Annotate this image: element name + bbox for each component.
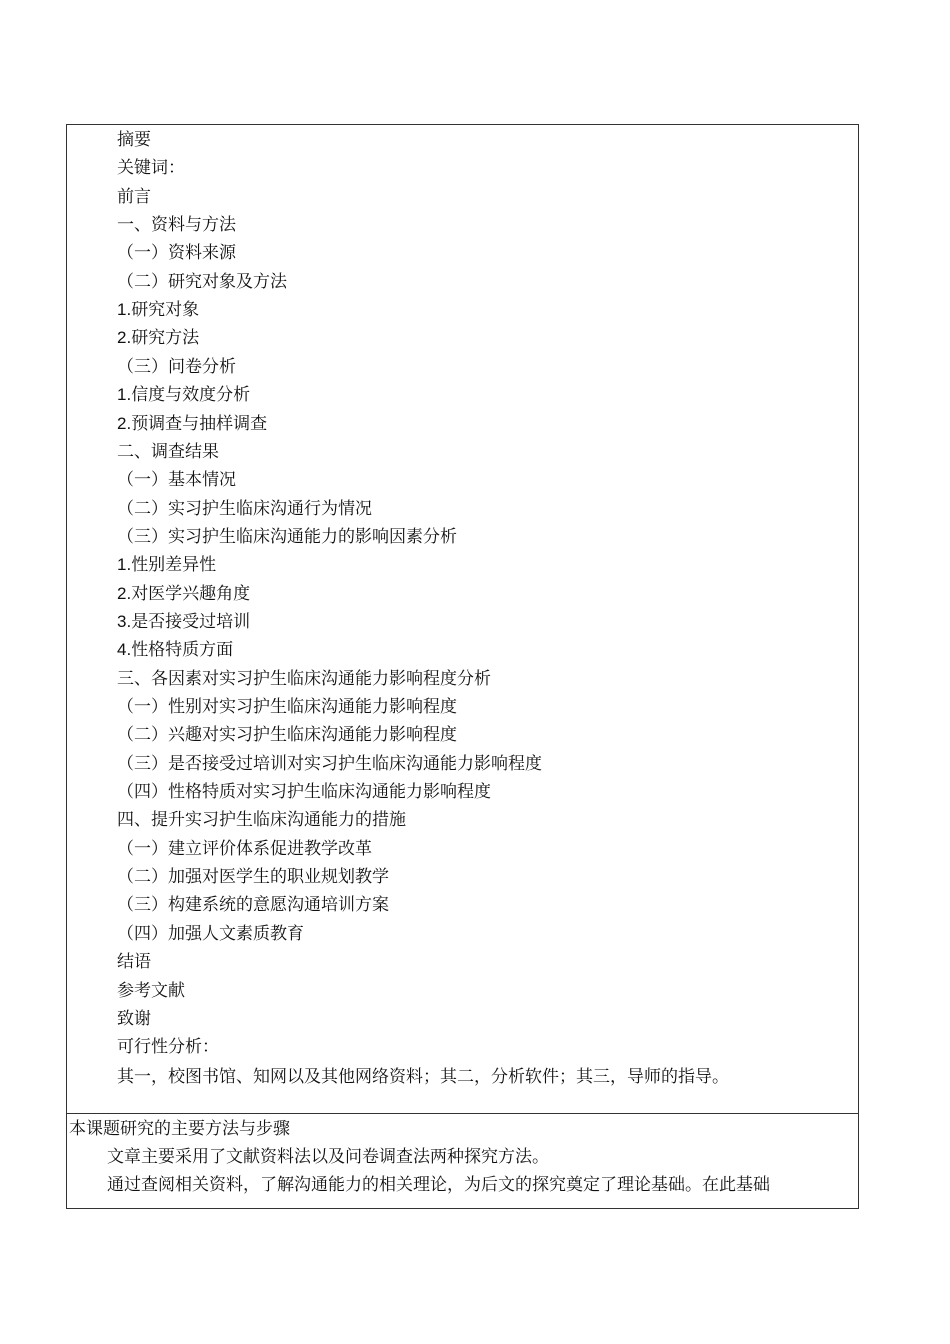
outline-item-number: 1.: [117, 555, 132, 575]
outline-item: [117, 526, 457, 548]
outline-item: [117, 356, 236, 378]
outline-item: [117, 186, 151, 208]
outline-item-text: 可行性分析：: [117, 1037, 219, 1058]
outline-item-text: 二、调查结果: [117, 441, 219, 462]
outline-item-number: 2.: [117, 328, 132, 348]
outline-item-text: 研究对象: [131, 300, 200, 321]
outline-item-text: 一、资料与方法: [117, 215, 236, 236]
outline-item: [117, 384, 250, 406]
outline-item: [117, 214, 236, 236]
outline-item-text: 摘要: [117, 130, 151, 150]
outline-item-number: 4.: [117, 640, 132, 660]
outline-item-number: 1.: [117, 385, 132, 405]
outline-item-number: 2.: [117, 413, 132, 433]
outline-item: [117, 1066, 729, 1088]
outline-item-text: 信度与效度分析: [131, 385, 251, 406]
outline-item-number: 1.: [117, 300, 132, 320]
outline-cell: [67, 125, 858, 1114]
outline-item-text: 研究方法: [131, 328, 200, 349]
outline-item: [117, 129, 151, 151]
outline-item: [117, 923, 304, 945]
outline-item-text: 是否接受过培训: [131, 611, 251, 632]
outline-item: [117, 413, 267, 435]
outline-item: [117, 469, 236, 491]
outline-item: [117, 583, 250, 605]
outline-item-text: （一）资料来源: [117, 243, 236, 264]
outline-item-text: （二）兴趣对实习护生临床沟通能力影响程度: [117, 725, 457, 746]
outline-item: [117, 611, 250, 633]
outline-item: [117, 838, 372, 860]
outline-item: [117, 157, 185, 179]
outline-item-text: 对医学兴趣角度: [131, 583, 251, 604]
document-table: [66, 124, 859, 1209]
outline-item: [117, 753, 542, 775]
outline-item: [117, 639, 233, 661]
outline-item-text: （四）加强人文素质教育: [117, 923, 304, 944]
outline-item-text: 结语: [117, 952, 151, 973]
outline-item-text: （三）是否接受过培训对实习护生临床沟通能力影响程度: [117, 753, 542, 774]
outline-item: [117, 498, 372, 520]
outline-item: [117, 1036, 219, 1058]
outline-item: [117, 668, 491, 690]
outline-item-text: 前言: [117, 186, 151, 207]
outline-item-text: （四）性格特质对实习护生临床沟通能力影响程度: [117, 782, 491, 803]
outline-item-text: 预调查与抽样调查: [131, 413, 268, 434]
outline-item-text: 参考文献: [117, 980, 185, 1001]
outline-item: [117, 980, 185, 1002]
outline-item: [117, 809, 406, 831]
outline-item-text: （一）建立评价体系促进教学改革: [117, 838, 372, 859]
outline-item-text: （二）加强对医学生的职业规划教学: [117, 867, 389, 888]
outline-item-text: （一）性别对实习护生临床沟通能力影响程度: [117, 697, 457, 717]
outline-item: [117, 441, 219, 463]
outline-item: [117, 554, 216, 576]
outline-item-text: 三、各因素对实习护生临床沟通能力影响程度分析: [117, 668, 491, 689]
outline-item-text: （二）实习护生临床沟通行为情况: [117, 498, 372, 519]
outline-item-text: 性别差异性: [131, 555, 217, 576]
outline-item-text: 四、提升实习护生临床沟通能力的措施: [117, 810, 406, 831]
outline-item: [117, 696, 457, 718]
outline-item-text: （三）实习护生临床沟通能力的影响因素分析: [117, 526, 457, 547]
outline-item-text: （三）问卷分析: [117, 356, 236, 377]
outline-item: [117, 894, 389, 916]
outline-item: [117, 781, 491, 803]
methods-paragraph: 通过查阅相关资料，了解沟通能力的相关理论，为后文的探究奠定了理论基础。在此基础: [107, 1175, 770, 1195]
outline-item: [117, 724, 457, 746]
outline-item-text: （二）研究对象及方法: [117, 271, 287, 292]
outline-item: [117, 242, 236, 264]
outline-item: [117, 951, 151, 973]
methods-cell: [67, 1114, 858, 1208]
outline-item: [117, 1008, 151, 1030]
outline-item-text: （三）构建系统的意愿沟通培训方案: [117, 895, 389, 916]
outline-item: [117, 327, 199, 349]
outline-item-text: 其一，校图书馆、知网以及其他网络资料；其二，分析软件；其三，导师的指导。: [117, 1066, 729, 1087]
outline-item: [117, 866, 389, 888]
outline-item-number: 3.: [117, 611, 132, 631]
outline-item-number: 2.: [117, 583, 132, 603]
outline-item: [117, 299, 199, 321]
methods-title: 本课题研究的主要方法与步骤: [69, 1119, 290, 1139]
outline-item-text: 关键词：: [117, 158, 185, 179]
outline-item-text: 致谢: [117, 1008, 151, 1029]
methods-paragraph: 文章主要采用了文献资料法以及问卷调查法两种探究方法。: [107, 1147, 549, 1167]
outline-item: [117, 271, 287, 293]
outline-item-text: 性格特质方面: [131, 640, 234, 661]
outline-item-text: （一）基本情况: [117, 470, 236, 491]
